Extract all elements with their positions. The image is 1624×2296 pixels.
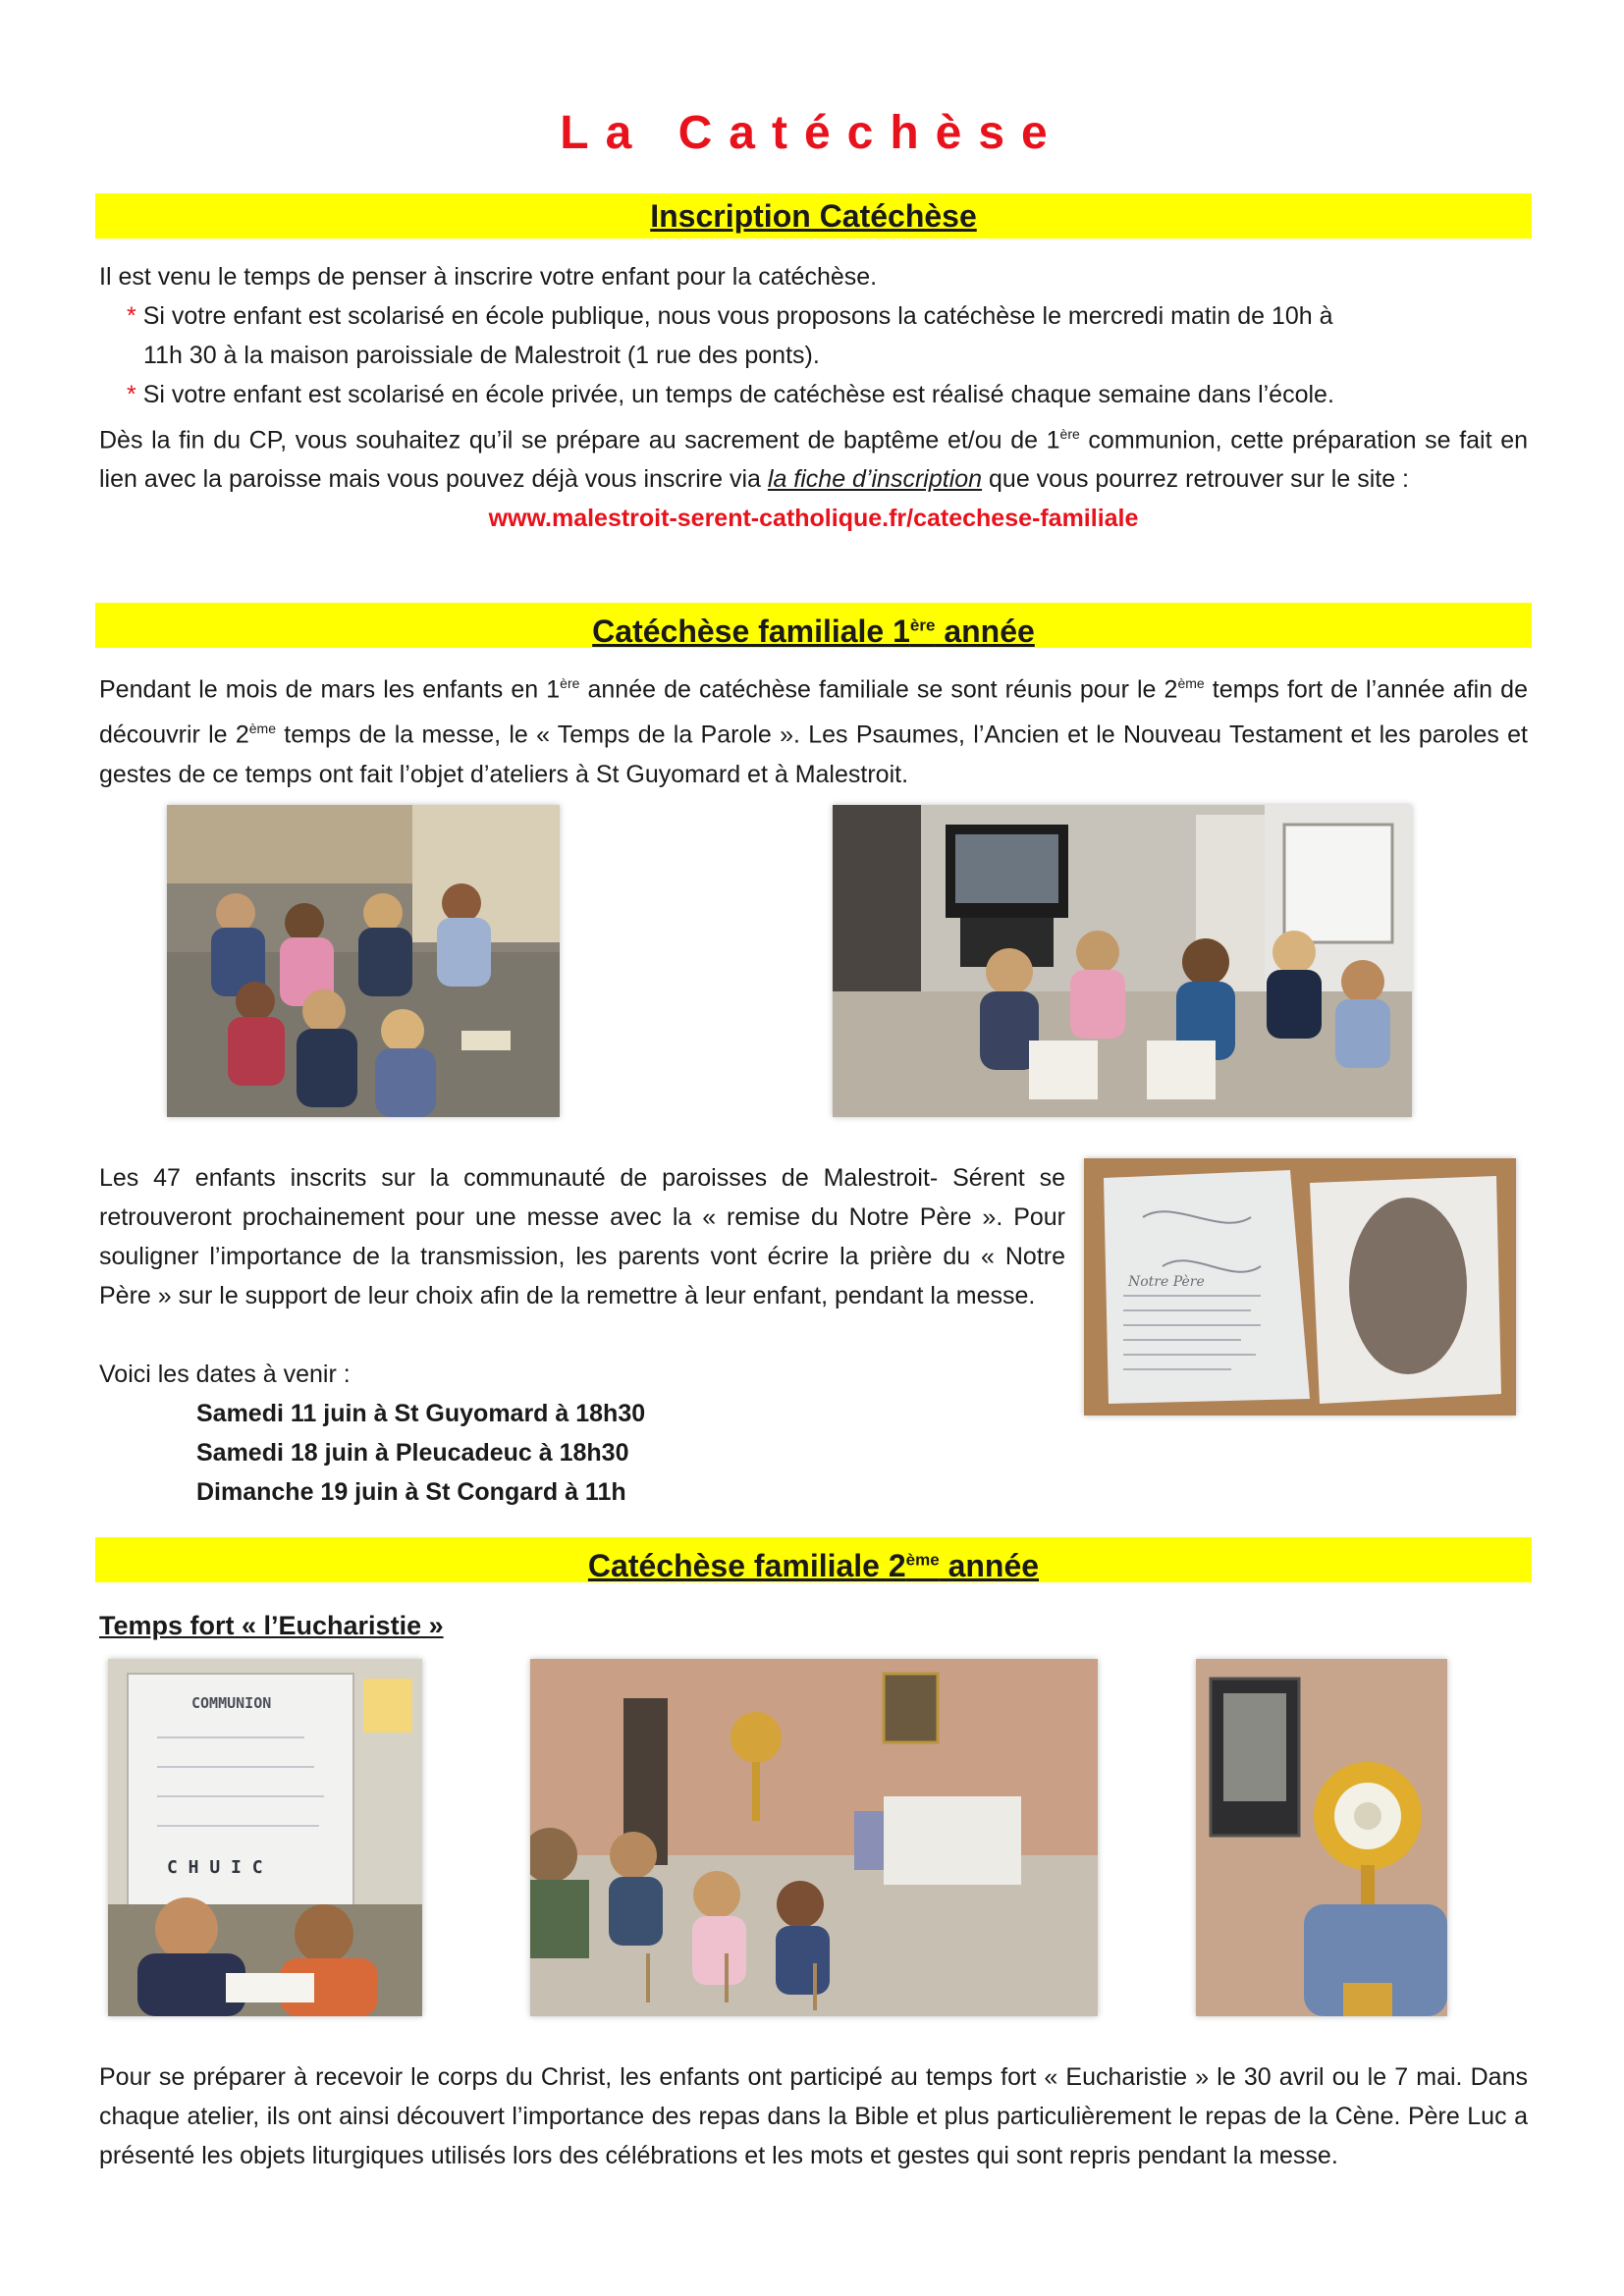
photo-children-floor — [167, 805, 560, 1117]
section-heading-inscription: Inscription Catéchèse — [650, 198, 977, 234]
photo-communion-board — [108, 1659, 422, 2016]
date-item-1: Samedi 11 juin à St Guyomard à 18h30 — [196, 1400, 646, 1427]
subheading-eucharistie: Temps fort « l’Eucharistie » — [99, 1611, 444, 1640]
notre-pere-paragraph: Les 47 enfants inscrits sur la communauté de paroisses de Malestroit- Sérent se retrouveront prochainement pour une messe avec la « remise du Notre Père ». Pour souligner l’importance de la transmission, les parents vont écrire la prière du « Notre Père » sur le support de leur choix afin de la remettre à leur enfant, pendant la messe. — [99, 1164, 1065, 1309]
eucharistie-paragraph: Pour se préparer à recevoir le corps du Christ, les enfants ont participé au temps fort « Eucharistie » le 30 avril ou le 7 mai. Dans chaque atelier, ils ont ainsi découvert l’importance des repas dans la Bible et plus particulièrement le repas de la Cène. Père Luc a présenté les objets liturgiques utilisés lors des célébrations et les mots et gestes qui sont repris pendant la messe. — [99, 2063, 1528, 2169]
first-year-paragraph: Pendant le mois de mars les enfants en 1ère année de catéchèse familiale se sont réunis pour le 2ème temps fort de l’année afin de découvrir le 2ème temps de la messe, le « Temps de la Parole ». Les Psaumes, l’Ancien et le Nouveau Testament et les paroles et gestes de ce temps ont fait l’objet d’ateliers à St Guyomard et à Malestroit. — [99, 675, 1528, 788]
page-title: La Catéchèse — [560, 107, 1064, 159]
dates-intro: Voici les dates à venir : — [99, 1361, 351, 1388]
section-banner-first-year — [95, 603, 1532, 648]
inscription-text — [99, 257, 1528, 538]
bullet-star: * — [127, 302, 136, 330]
scroll-handwriting: Notre Père — [1128, 1274, 1205, 1290]
bullet-star: * — [127, 381, 136, 408]
date-item-2: Samedi 18 juin à Pleucadeuc à 18h30 — [196, 1439, 629, 1467]
photo-prayer-scrolls — [1084, 1158, 1516, 1415]
date-item-3: Dimanche 19 juin à St Congard à 11h — [196, 1478, 626, 1506]
bullet-private-school: * Si votre enfant est scolarisé en école privée, un temps de catéchèse est réalisé chaque semaine dans l’école. — [127, 381, 1334, 408]
section-heading-first-year: Catéchèse familiale 1ère année — [592, 613, 1035, 649]
section-heading-second-year: Catéchèse familiale 2ème année — [587, 1547, 1040, 1583]
registration-form-link[interactable]: la fiche d’inscription — [767, 465, 983, 494]
website-url-link[interactable]: www.malestroit-serent-catholique.fr/catechese-familiale — [488, 505, 1139, 533]
website-url-line — [99, 499, 1528, 538]
intro-line: Il est venu le temps de penser à inscrire votre enfant pour la catéchèse. — [99, 263, 878, 291]
photo-monstrance — [1196, 1659, 1447, 2016]
bullet-public-school: * Si votre enfant est scolarisé en école publique, nous vous proposons la catéchèse le mercredi matin de 10h à — [127, 302, 1333, 330]
board-letters: C H U I C — [167, 1857, 263, 1878]
photo-children-tv — [833, 805, 1412, 1117]
bullet-public-school-cont: 11h 30 à la maison paroissiale de Malestroit (1 rue des ponts). — [143, 342, 820, 369]
board-title: COMMUNION — [191, 1694, 272, 1712]
section-banner-second-year — [95, 1537, 1532, 1582]
inscription-paragraph: Dès la fin du CP, vous souhaitez qu’il se prépare au sacrement de baptême et/ou de 1ère communion, cette préparation se fait en lien avec la paroisse mais vous pouvez déjà vous inscrire via la fiche d’inscription que vous pourrez retrouver sur le site : — [99, 426, 1528, 494]
section-banner-inscription — [95, 193, 1532, 239]
photo-chapel-adoration — [530, 1659, 1098, 2016]
